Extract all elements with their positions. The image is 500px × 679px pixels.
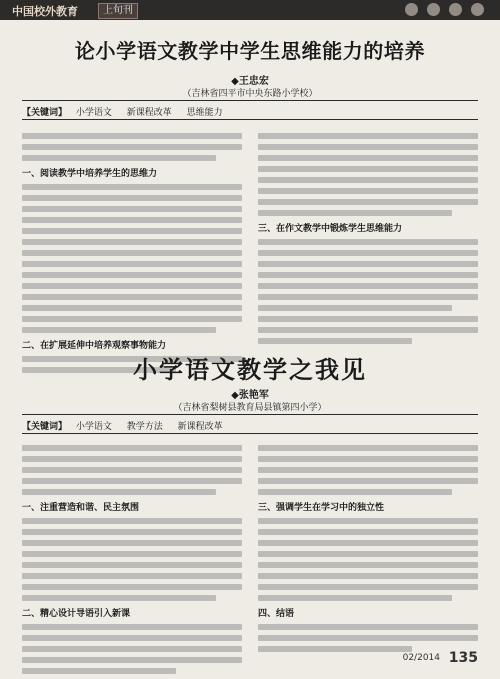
text-line [258, 338, 412, 344]
text-line [258, 540, 478, 546]
text-line [258, 272, 478, 278]
text-line [22, 283, 242, 289]
text-line [22, 635, 242, 641]
text-line [22, 445, 242, 451]
text-line [22, 155, 216, 161]
text-line [22, 305, 242, 311]
text-line [22, 529, 242, 535]
text-line [258, 250, 478, 256]
section-heading: 一、阅读教学中培养学生的思维力 [22, 169, 158, 179]
dot-icon [427, 3, 440, 16]
article2-author: ◆张艳军 [231, 390, 269, 401]
keyword: 教学方法 [126, 422, 163, 432]
text-line [22, 540, 242, 546]
text-line [258, 456, 478, 462]
article1-column-left [22, 128, 242, 378]
text-line [258, 177, 478, 183]
text-line [258, 646, 412, 652]
text-line [22, 478, 242, 484]
keyword: 小学语文 [75, 108, 112, 118]
article2-affiliation: （吉林省梨树县教育局县镇第四小学） [173, 403, 327, 413]
article1-keywords [22, 105, 478, 118]
keyword: 新课程改革 [126, 108, 172, 118]
text-line [22, 228, 242, 234]
section-heading: 三、在作文教学中锻炼学生思维能力 [258, 224, 403, 234]
section-heading: 二、精心设计导语引入新课 [22, 609, 131, 619]
text-line [258, 573, 478, 579]
text-line [22, 195, 242, 201]
text-line [22, 217, 242, 223]
text-line [258, 188, 478, 194]
edition-tag: 上旬刊 [98, 3, 138, 19]
text-line [22, 584, 242, 590]
text-line [258, 294, 478, 300]
keyword: 小学语文 [75, 422, 112, 432]
header-bar [0, 0, 500, 20]
text-line [22, 573, 242, 579]
text-line [258, 210, 452, 216]
page-number: 135 [448, 650, 478, 666]
text-line [22, 551, 242, 557]
article1-affiliation: （吉林省四平市中央东路小学校） [182, 89, 318, 99]
text-line [258, 478, 478, 484]
keywords-label: 【关键词】 [22, 422, 68, 432]
rule [22, 119, 478, 120]
text-line [22, 657, 242, 663]
text-line [258, 467, 478, 473]
text-line [258, 133, 478, 139]
text-line [22, 646, 242, 652]
text-line [258, 283, 478, 289]
text-line [258, 529, 478, 535]
text-line [258, 327, 478, 333]
dot-icon [449, 3, 462, 16]
article2-column-left [22, 440, 242, 679]
issue-date: 02/2014 [402, 653, 440, 663]
text-line [258, 551, 478, 557]
text-line [258, 595, 452, 601]
text-line [22, 144, 242, 150]
journal-title: 中国校外教育 [12, 5, 78, 18]
section-heading: 二、在扩展延伸中培养观察事物能力 [22, 341, 167, 351]
text-line [22, 668, 176, 674]
article2-title: 小学语文教学之我见 [133, 356, 367, 384]
rule [22, 100, 478, 101]
text-line [258, 635, 478, 641]
dot-icon [405, 3, 418, 16]
page [0, 20, 500, 671]
text-line [258, 166, 478, 172]
text-line [22, 206, 242, 212]
text-line [22, 184, 242, 190]
article2-keywords [22, 419, 478, 432]
text-line [22, 467, 242, 473]
section-heading: 四、结语 [258, 609, 295, 619]
text-line [22, 595, 216, 601]
text-line [258, 305, 452, 311]
text-line [258, 144, 478, 150]
article1-column-right [258, 128, 478, 349]
text-line [22, 272, 242, 278]
rule [22, 414, 478, 415]
text-line [22, 489, 216, 495]
text-line [22, 327, 216, 333]
rule [22, 433, 478, 434]
text-line [22, 316, 242, 322]
article1-title: 论小学语文教学中学生思维能力的培养 [74, 39, 426, 63]
article2-column-right [258, 440, 478, 657]
section-heading: 三、强调学生在学习中的独立性 [258, 503, 385, 513]
text-line [22, 250, 242, 256]
dot-icon [471, 3, 484, 16]
text-line [258, 445, 478, 451]
text-line [258, 584, 478, 590]
text-line [22, 518, 242, 524]
section-heading: 一、注重营造和谐、民主氛围 [22, 503, 140, 513]
text-line [258, 489, 452, 495]
text-line [22, 294, 242, 300]
decorative-dots [405, 3, 484, 16]
article1-author: ◆王忠宏 [231, 76, 269, 87]
keyword: 新课程改革 [177, 422, 223, 432]
text-line [22, 133, 242, 139]
text-line [258, 562, 478, 568]
text-line [22, 239, 242, 245]
text-line [258, 239, 478, 245]
text-line [258, 199, 478, 205]
text-line [22, 261, 242, 267]
text-line [258, 316, 478, 322]
text-line [22, 624, 242, 630]
text-line [258, 261, 478, 267]
text-line [258, 518, 478, 524]
text-line [22, 562, 242, 568]
text-line [258, 624, 478, 630]
keywords-label: 【关键词】 [22, 108, 68, 118]
text-line [258, 155, 478, 161]
keyword: 思维能力 [186, 108, 223, 118]
text-line [22, 456, 242, 462]
